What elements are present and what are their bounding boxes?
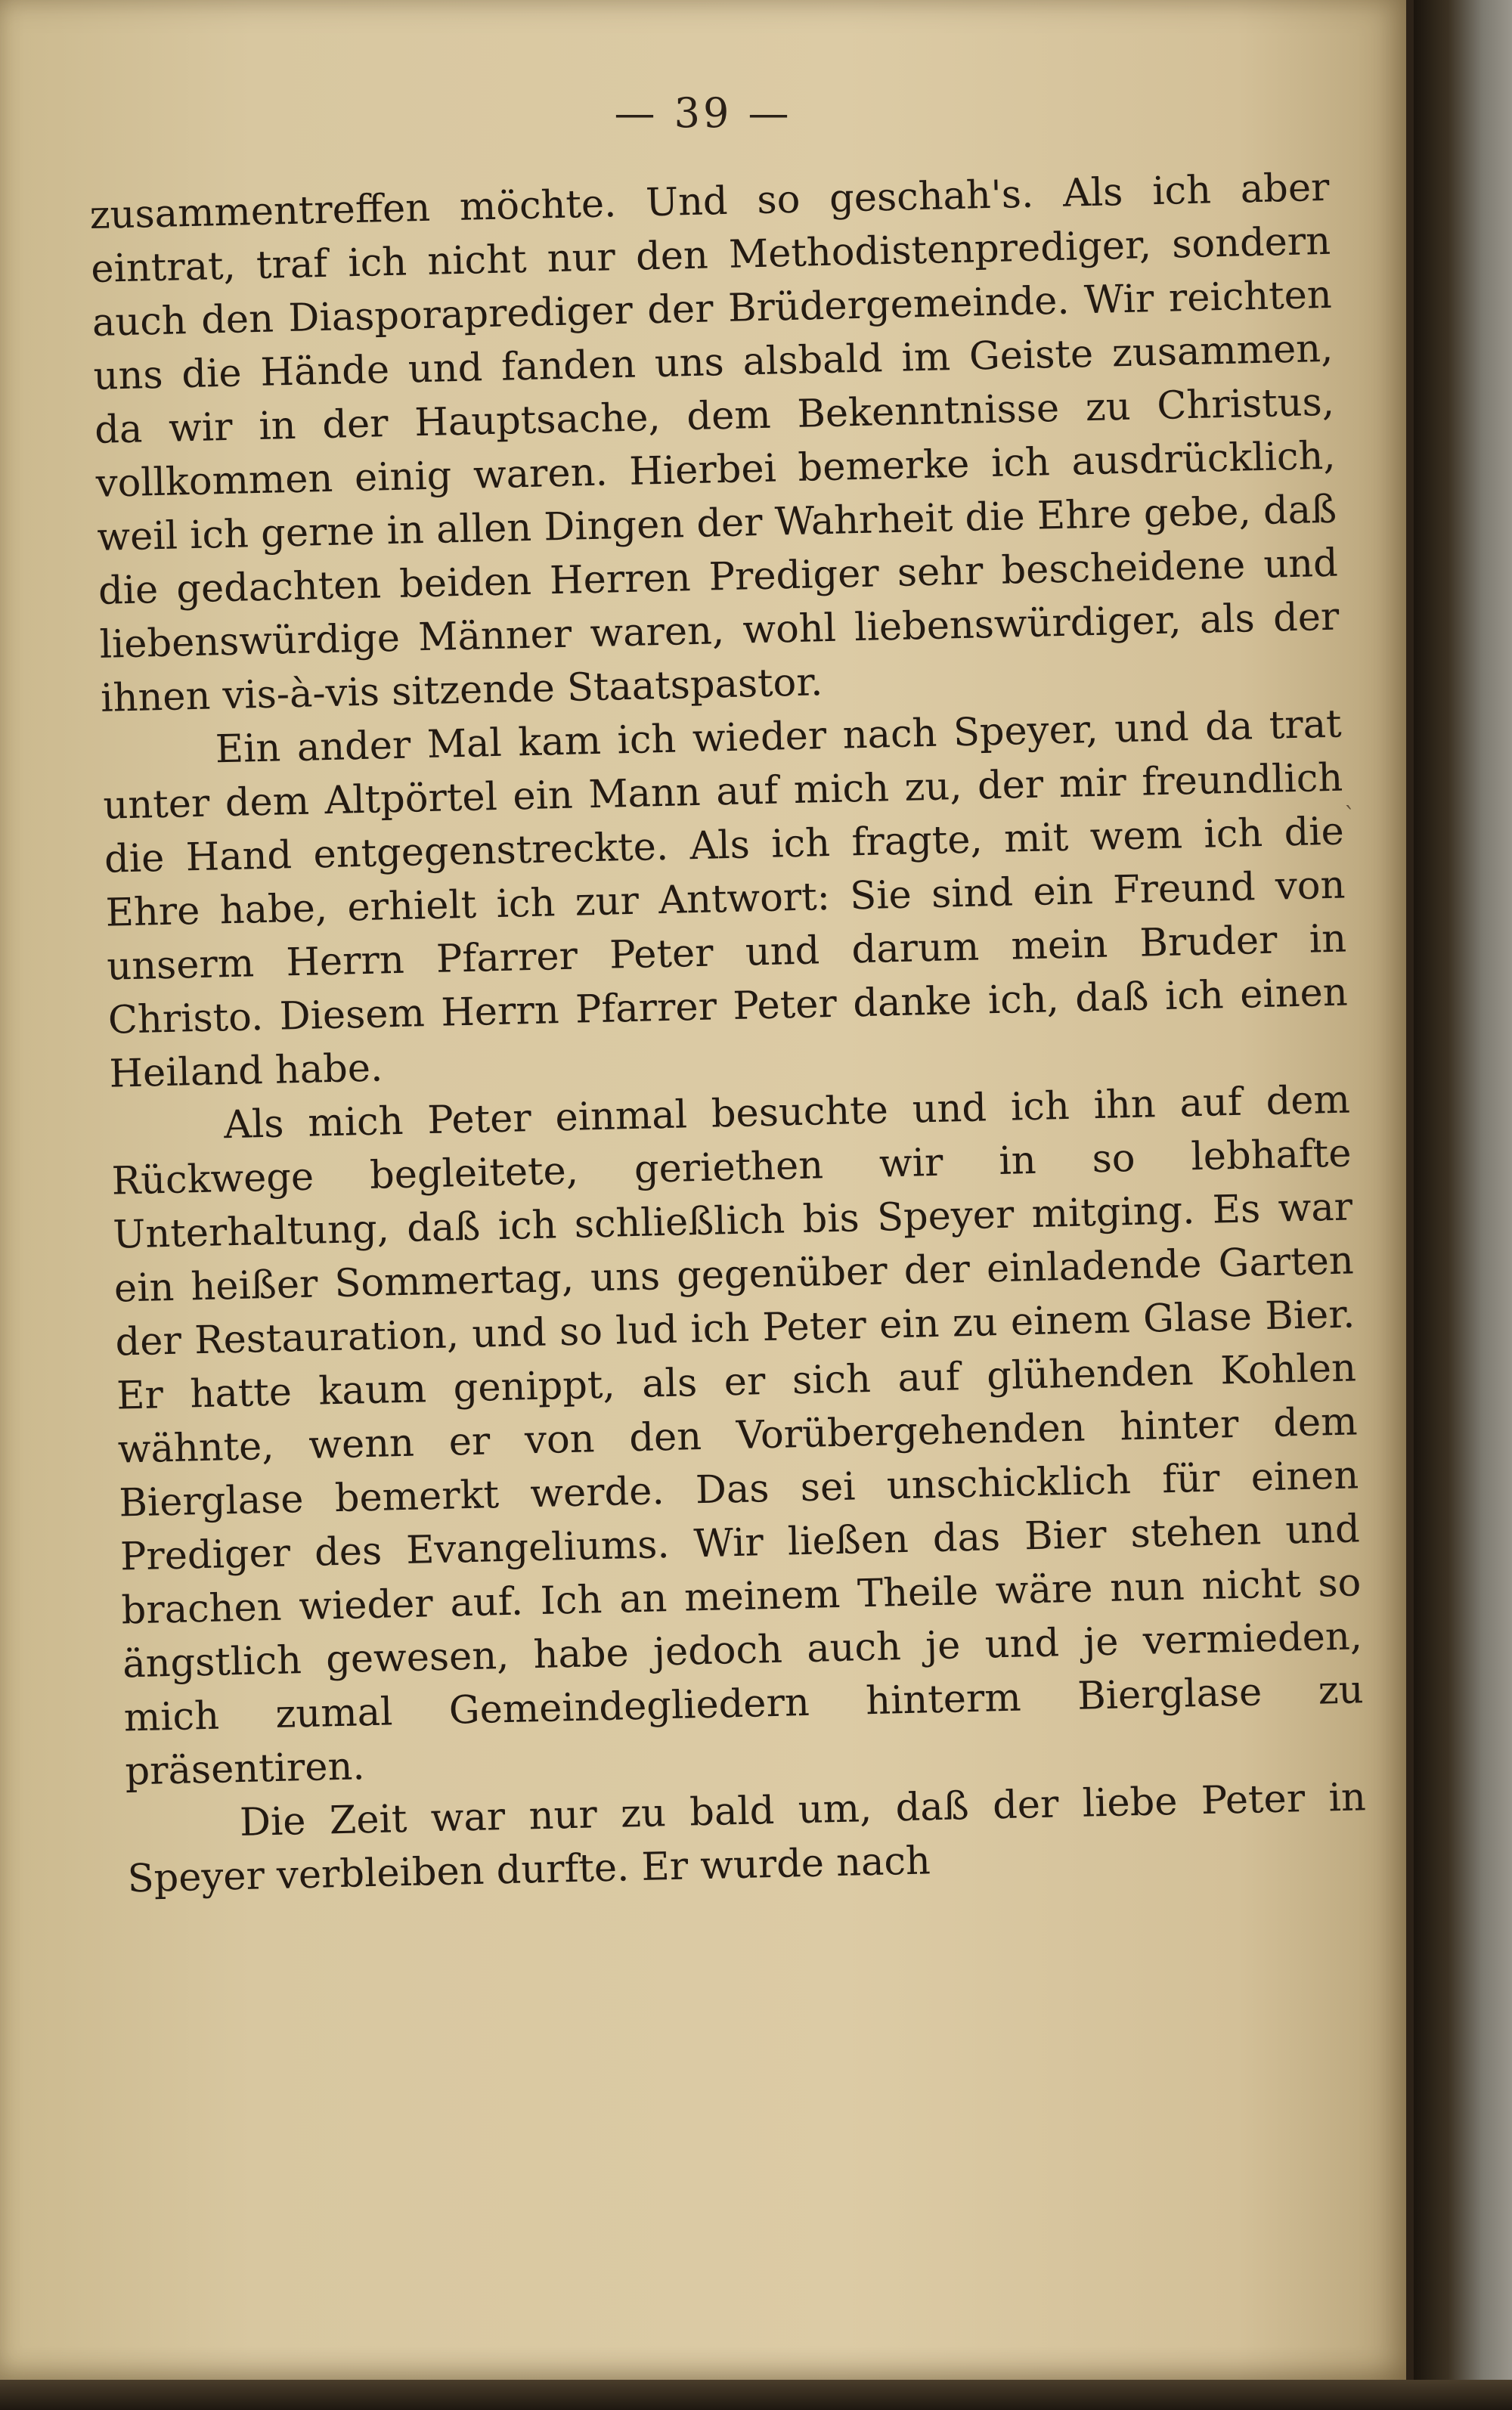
ink-speck: ˋ — [1344, 803, 1356, 829]
paragraph-1: zusammentreffen möchte. Und so geschah's. Als ich aber eintrat, traf ich nicht nur den Methodistenprediger, sondern auch den Diasporaprediger der Brüdergemeinde. Wir reichten uns die Hände und fanden uns alsbald im Geiste zusammen, da wir in der Hauptsache, dem Bekenntnisse zu Christus, vollkommen einig waren. Hierbei bemerke ich ausdrücklich, weil ich gerne in allen Dingen der Wahrheit die Ehre gebe, daß die gedachten beiden Herren Prediger sehr bescheidene und liebenswürdige Männer waren, wohl liebenswürdiger, als der ihnen vis-à-vis sitzende Staatspastor. — [89, 165, 1340, 721]
page-number: — 39 — — [614, 89, 792, 137]
body-text — [89, 161, 1368, 1907]
paragraph-2: Ein ander Mal kam ich wieder nach Speyer, und da trat unter dem Altpörtel ein Mann auf mich zu, der mir freundlich die Hand entgegenstreckte. Als ich fragte, mit wem ich die Ehre habe, erhielt ich zur Antwort: Sie sind ein Freund von unserm Herrn Pfarrer Peter und darum mein Bruder in Christo. Diesem Herrn Pfarrer Peter danke ich, daß ich einen Heiland habe. — [102, 702, 1349, 1097]
book-binding-edge — [1414, 0, 1512, 2410]
paragraph-3: Als mich Peter einmal besuchte und ich ihn auf dem Rückwege begleitete, geriethen wir in so lebhafte Unterhaltung, daß ich schließlich bis Speyer mitging. Es war ein heißer Sommertag, uns gegenüber der einladende Garten der Restauration, und so lud ich Peter ein zu einem Glase Bier. Er hatte kaum genippt, als er sich auf glühenden Kohlen wähnte, wenn er von den Vorübergehenden hinter dem Bierglase bemerkt werde. Das sei unschicklich für einen Prediger des Evangeliums. Wir ließen das Bier stehen und brachen wieder auf. Ich an meinem Theile wäre nun nicht so ängstlich gewesen, habe jedoch auch je und je vermieden, mich zumal Gemeindegliedern hinterm Bierglase zu präsentiren. — [111, 1077, 1365, 1795]
paragraph-4: Die Zeit war nur zu bald um, daß der liebe Peter in Speyer verbleiben durfte. Er wurde nach — [127, 1775, 1367, 1902]
page-bottom-edge — [0, 2380, 1512, 2410]
